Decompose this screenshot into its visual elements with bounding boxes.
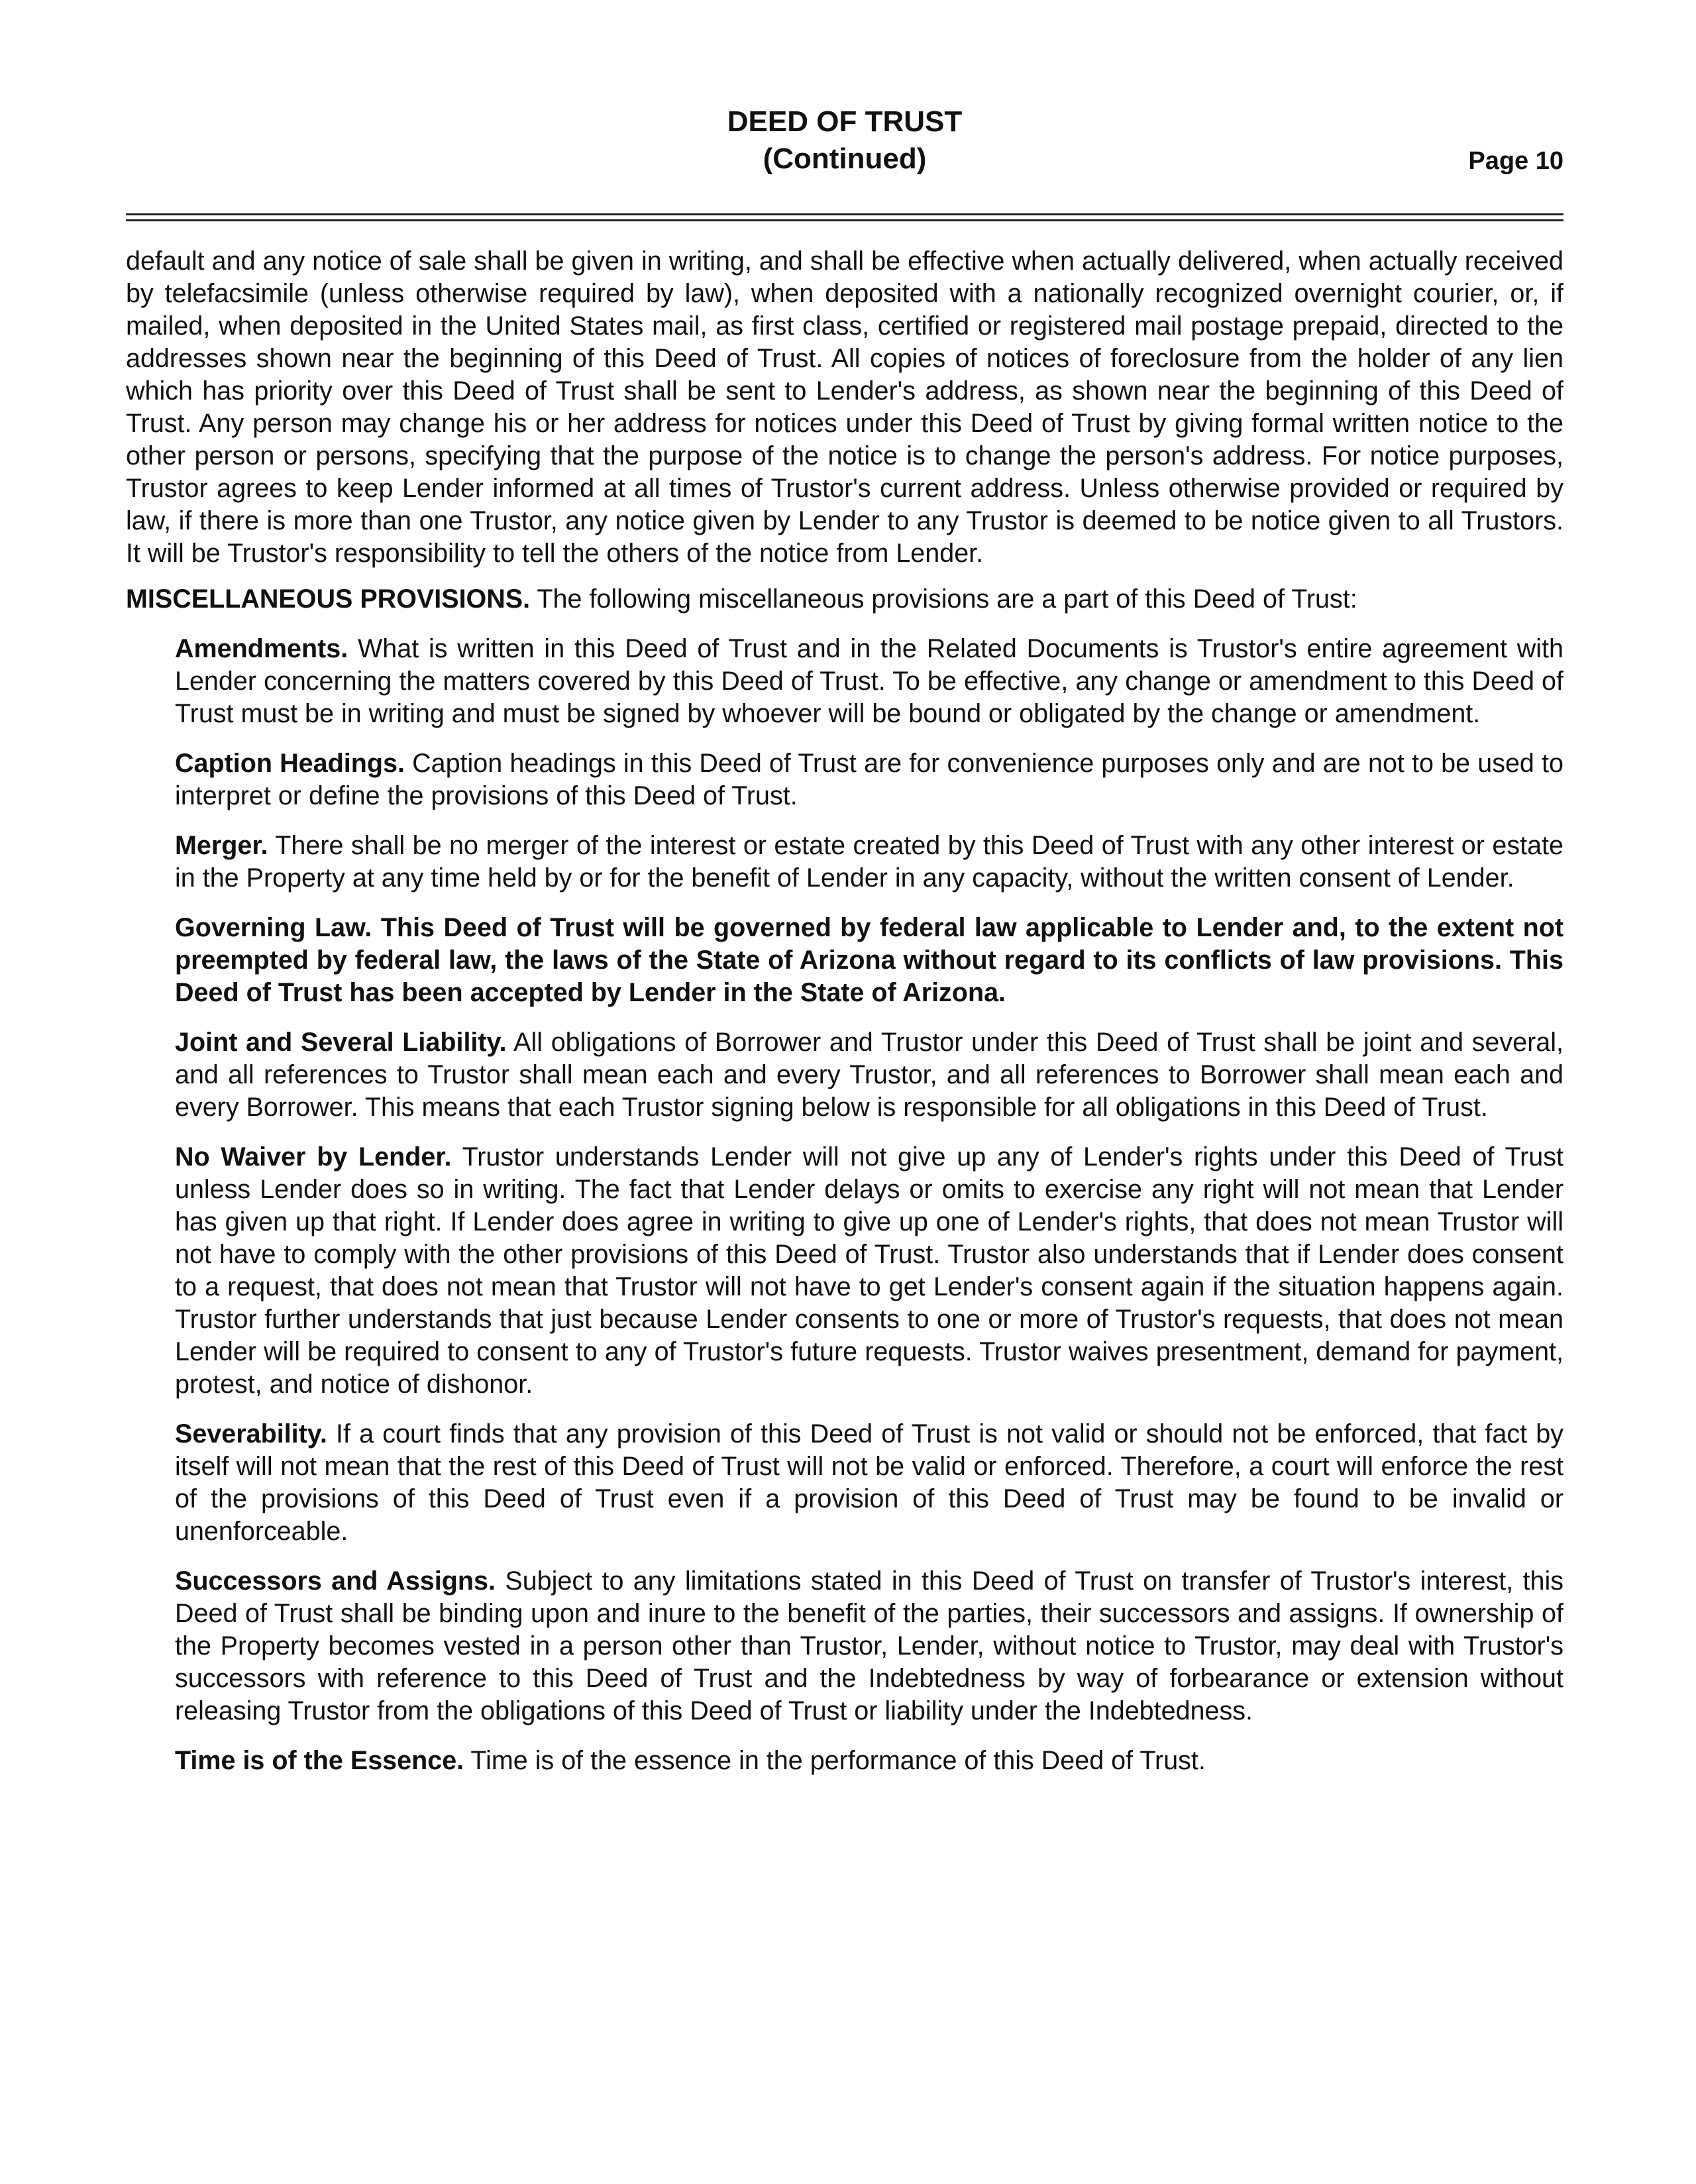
title-line-2: (Continued)	[763, 142, 927, 175]
provision-merger	[126, 830, 1564, 895]
provision-time-essence	[126, 1745, 1564, 1777]
provision-text: All obligations of Borrower and Trustor under this Deed of Trust shall be joint and several, and all references to Trustor shall mean each and every Trustor, and all references to Borrower shall mean each and every Borrower. This means that each Trustor signing below is responsible for all obligations in this Deed of Trust.	[175, 1028, 1564, 1122]
page-number: Page 10	[1468, 147, 1564, 175]
provision-successors-assigns	[126, 1565, 1564, 1727]
header-divider	[126, 213, 1564, 221]
misc-provisions-heading	[126, 583, 1564, 616]
document-page	[126, 99, 1564, 1777]
provision-title: Amendments.	[175, 634, 348, 663]
provision-no-waiver	[126, 1141, 1564, 1401]
intro-paragraph: default and any notice of sale shall be given in writing, and shall be effective when actually delivered, when actually received by telefacsimile (unless otherwise required by law), when deposited with a nationally recognized overnight courier, or, if mailed, when deposited in the United States mail, as first class, certified or registered mail postage prepaid, directed to the addresses shown near the beginning of this Deed of Trust. All copies of notices of foreclosure from the holder of any lien which has priority over this Deed of Trust shall be sent to Lender's address, as shown near the beginning of this Deed of Trust. Any person may change his or her address for notices under this Deed of Trust by giving formal written notice to the other person or persons, specifying that the purpose of the notice is to change the person's address. For notice purposes, Trustor agrees to keep Lender informed at all times of Trustor's current address. Unless otherwise provided or required by law, if there is more than one Trustor, any notice given by Lender to any Trustor is deemed to be notice given to all Trustors. It will be Trustor's responsibility to tell the others of the notice from Lender.	[126, 246, 1564, 568]
provision-text: This Deed of Trust will be governed by federal law applicable to Lender and, to the extent not preempted by federal law, the laws of the State of Arizona without regard to its conflicts of law provisions. This Deed of Trust has been accepted by Lender in the State of Arizona.	[175, 913, 1564, 1007]
provision-text: If a court finds that any provision of this Deed of Trust is not valid or should not be enforced, that fact by itself will not mean that the rest of this Deed of Trust will not be valid or enforced. Therefore, a court will enforce the rest of the provisions of this Deed of Trust even if a provision of this Deed of Trust may be found to be invalid or unenforceable.	[175, 1419, 1564, 1546]
provision-text: Subject to any limitations stated in this Deed of Trust on transfer of Trustor's interest, this Deed of Trust shall be binding upon and inure to the benefit of the parties, their successors and assigns. If ownership of the Property becomes vested in a person other than Trustor, Lender, without notice to Trustor, may deal with Trustor's successors with reference to this Deed of Trust and the Indebtedness by way of forbearance or extension without releasing Trustor from the obligations of this Deed of Trust or liability under the Indebtedness.	[175, 1566, 1564, 1725]
provision-title: Joint and Several Liability.	[175, 1028, 507, 1057]
provision-text: There shall be no merger of the interest or estate created by this Deed of Trust with any other interest or estate in the Property at any time held by or for the benefit of Lender in any capacity, without the written consent of Lender.	[175, 831, 1564, 893]
provision-title: Governing Law.	[175, 913, 372, 942]
provision-title: Caption Headings.	[175, 749, 405, 778]
provision-title: Severability.	[175, 1419, 327, 1448]
provision-title: Successors and Assigns.	[175, 1566, 496, 1596]
provision-text: What is written in this Deed of Trust and in the Related Documents is Trustor's entire agreement with Lender concerning the matters covered by this Deed of Trust. To be effective, any change or amendment to this Deed of Trust must be in writing and must be signed by whoever will be bound or obligated by the change or amendment.	[175, 634, 1564, 728]
provision-joint-several-liability	[126, 1026, 1564, 1124]
provision-title: No Waiver by Lender.	[175, 1142, 452, 1172]
title-line-1: DEED OF TRUST	[727, 105, 963, 138]
provision-amendments	[126, 633, 1564, 730]
misc-heading-intro: The following miscellaneous provisions are a part of this Deed of Trust:	[537, 584, 1357, 614]
misc-heading-label: MISCELLANEOUS PROVISIONS.	[126, 584, 531, 614]
provision-title: Time is of the Essence.	[175, 1746, 464, 1775]
page-header	[126, 99, 1564, 205]
provision-text: Trustor understands Lender will not give up any of Lender's rights under this Deed of Trust unless Lender does so in writing. The fact that Lender delays or omits to exercise any right will not mean that Lender has given up that right. If Lender does agree in writing to give up one of Lender's rights, that does not mean Trustor will not have to comply with the other provisions of this Deed of Trust. Trustor also understands that if Lender does consent to a request, that does not mean that Trustor will not have to get Lender's consent again if the situation happens again. Trustor further understands that just because Lender consents to one or more of Trustor's requests, that does not mean Lender will be required to consent to any of Trustor's future requests. Trustor waives presentment, demand for payment, protest, and notice of dishonor.	[175, 1142, 1564, 1399]
provision-severability	[126, 1418, 1564, 1548]
provision-governing-law	[126, 912, 1564, 1009]
provision-text: Caption headings in this Deed of Trust are for convenience purposes only and are not to be used to interpret or define the provisions of this Deed of Trust.	[175, 749, 1564, 810]
provision-text: Time is of the essence in the performance of this Deed of Trust.	[470, 1746, 1206, 1775]
document-title	[126, 99, 1564, 178]
provision-title: Merger.	[175, 831, 268, 860]
provision-caption-headings	[126, 747, 1564, 812]
